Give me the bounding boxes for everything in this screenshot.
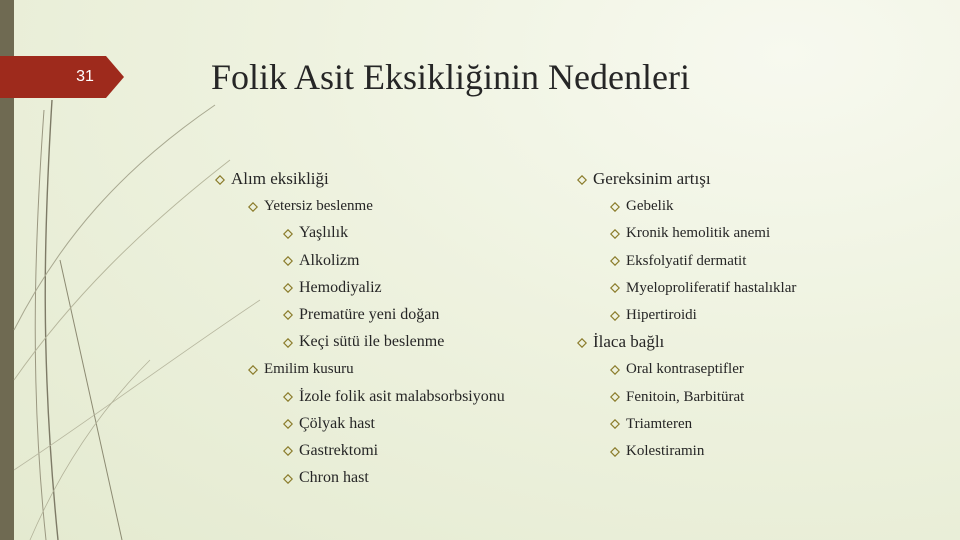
list-item-text: Çölyak hast — [299, 414, 375, 432]
list-item — [283, 302, 439, 328]
list-item-text: Gebelik — [626, 198, 674, 215]
list-item — [610, 384, 744, 410]
diamond-bullet-icon — [283, 392, 293, 402]
list-item — [577, 166, 711, 192]
list-item — [283, 465, 369, 491]
diamond-bullet-icon — [577, 175, 587, 185]
list-item — [215, 166, 329, 192]
diamond-bullet-icon — [610, 311, 620, 321]
diamond-bullet-icon — [283, 474, 293, 484]
list-item-text: Kronik hemolitik anemi — [626, 225, 771, 242]
list-item — [610, 275, 796, 301]
diamond-bullet-icon — [248, 365, 258, 375]
list-item-text: Alım eksikliği — [231, 169, 329, 188]
diamond-bullet-icon — [610, 229, 620, 239]
list-item-text: Alkolizm — [299, 251, 360, 269]
list-item — [610, 438, 704, 464]
list-item — [610, 220, 770, 246]
list-item-text: Oral kontraseptifler — [626, 361, 744, 378]
diamond-bullet-icon — [283, 283, 293, 293]
diamond-bullet-icon — [610, 202, 620, 212]
list-item-text: Triamteren — [626, 415, 693, 432]
slide-title: Folik Asit Eksikliğinin Nedenleri — [211, 57, 690, 97]
list-item — [610, 356, 744, 382]
list-item-text: Yetersiz beslenme — [264, 198, 373, 215]
slide-number-tab — [0, 56, 128, 98]
list-item — [283, 275, 382, 301]
list-item — [248, 356, 354, 382]
list-item — [283, 438, 378, 464]
list-item-text: Fenitoin, Barbitürat — [626, 388, 745, 405]
list-item-text: Emilim kusuru — [264, 361, 354, 378]
list-item-text: Kolestiramin — [626, 443, 705, 459]
list-item — [283, 329, 444, 355]
list-item-text: Eksfolyatif dermatit — [626, 252, 747, 269]
slide-number: 31 — [76, 68, 94, 85]
list-item-text: İzole folik asit malabsorbsiyonu — [299, 387, 505, 405]
diamond-bullet-icon — [283, 419, 293, 429]
diamond-bullet-icon — [610, 256, 620, 266]
list-item-text: Chron hast — [299, 469, 369, 487]
diamond-bullet-icon — [215, 175, 225, 185]
diamond-bullet-icon — [248, 202, 258, 212]
list-item — [248, 193, 373, 219]
list-item-text: Prematüre yeni doğan — [299, 306, 440, 323]
list-item — [610, 193, 673, 219]
diamond-bullet-icon — [610, 365, 620, 375]
list-item-text: Yaşlılık — [299, 224, 349, 242]
diamond-bullet-icon — [283, 310, 293, 320]
diamond-bullet-icon — [610, 283, 620, 293]
list-item — [283, 411, 375, 437]
list-item-text: İlaca bağlı — [593, 332, 665, 352]
list-item-text: Hipertiroidi — [626, 307, 697, 323]
list-item — [610, 302, 697, 328]
list-item — [577, 329, 664, 355]
list-item — [610, 411, 692, 437]
diamond-bullet-icon — [283, 256, 293, 266]
diamond-bullet-icon — [577, 338, 587, 348]
diamond-bullet-icon — [610, 447, 620, 457]
list-item-text: Myeloproliferatif hastalıklar — [626, 279, 797, 296]
list-item-text: Hemodiyaliz — [299, 278, 382, 296]
diamond-bullet-icon — [283, 338, 293, 348]
diamond-bullet-icon — [283, 446, 293, 456]
list-item — [283, 248, 359, 274]
list-item — [283, 220, 348, 246]
diamond-bullet-icon — [283, 229, 293, 239]
diamond-bullet-icon — [610, 392, 620, 402]
diamond-bullet-icon — [610, 419, 620, 429]
list-item — [610, 248, 746, 274]
list-item-text: Keçi sütü ile beslenme — [299, 333, 445, 351]
list-item — [283, 384, 505, 410]
list-item-text: Gastrektomi — [299, 442, 379, 459]
list-item-text: Gereksinim artışı — [593, 169, 711, 188]
